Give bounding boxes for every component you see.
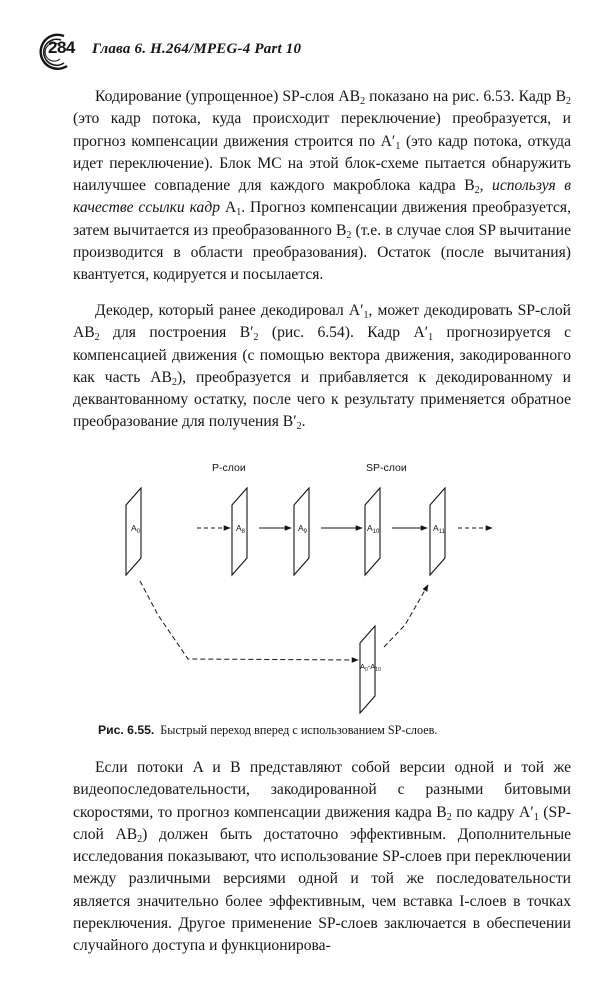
paragraph-1: Кодирование (упрощенное) SP-слоя $AB_2$ показано на рис. 6.53. Кадр $B_2$ (это кадр потока, куда происходит переключение) преобразуется, и прогноз компенсации движения строится по $A'_1$ (это кадр потока, откуда идет переключение). Блок МС на этой блок-схеме пытается обнаружить наилучшее совпадение для каждого макроблока кадра $B_2$, используя в качестве ссылки кадр $A_1$. Прогноз компенсации движения преобразуется, затем вычитается из преобразованного $B_2$ (т.е. в случае слоя SP вычитание производится в области преобразования). Остаток (после вычитания) квантуется, кодируется и посылается. <box>73 88 572 284</box>
label-p-slices: P-слои <box>212 462 246 474</box>
arrow-a0-to-switch <box>140 581 358 660</box>
frame-a0-label: $A_0$ <box>131 523 141 535</box>
frame-a11-label: $A_{11}$ <box>433 523 445 535</box>
paragraph-2: Декодер, который ранее декодировал $A'_1$, может декодировать SP-слой $AB_2$ для построения $B'_2$ (рис. 6.54). Кадр $A'_1$ прогнозируется с компенсацией движения (с помощью вектора движения, закодированного как часть $AB_2$), преобразуется и прибавляется к декодированному и деквантованному остатку, после чего к результату применяется обратное преобразование для получения $B'_2$. <box>73 302 572 433</box>
frame-a9-label: $A_9$ <box>298 523 308 535</box>
frame-a10-label: $A_{10}$ <box>367 523 380 535</box>
frame-a0-a10-label: $A_0-A_{10}$ <box>360 662 381 673</box>
page-number: 284 <box>48 38 75 57</box>
figure-caption-label: Рис. 6.55. <box>98 723 155 737</box>
figure-caption-text: Быстрый переход вперед с использованием SP-слоев. <box>160 723 438 737</box>
arrow-switch-to-a11 <box>384 585 428 647</box>
running-head: Глава 6. H.264/MPEG-4 Part 10 <box>92 41 302 57</box>
figure-caption <box>98 723 437 738</box>
paragraph-3: Если потоки A и B представляют собой версии одной и той же видеопоследовательности, закодированной с разными битовыми скоростями, то прогноз компенсации движения кадра $B_2$ по кадру $A'_1$ (SP-слой $AB_2$) должен быть достаточно эффективным. Дополнительные исследования показывают, что использование SP-слоев при переключении между различными версиями одной и той же последовательности является значительно более эффективным, чем вставка I-слоев в точках переключения. Другое применение SP-слоев заключается в обеспечении случайного доступа и функционирова- <box>73 759 572 955</box>
frame-a8-label: $A_8$ <box>236 523 246 535</box>
sp-slices-diagram <box>100 455 520 717</box>
label-sp-slices: SP-слои <box>366 462 407 474</box>
page-header <box>34 32 574 72</box>
